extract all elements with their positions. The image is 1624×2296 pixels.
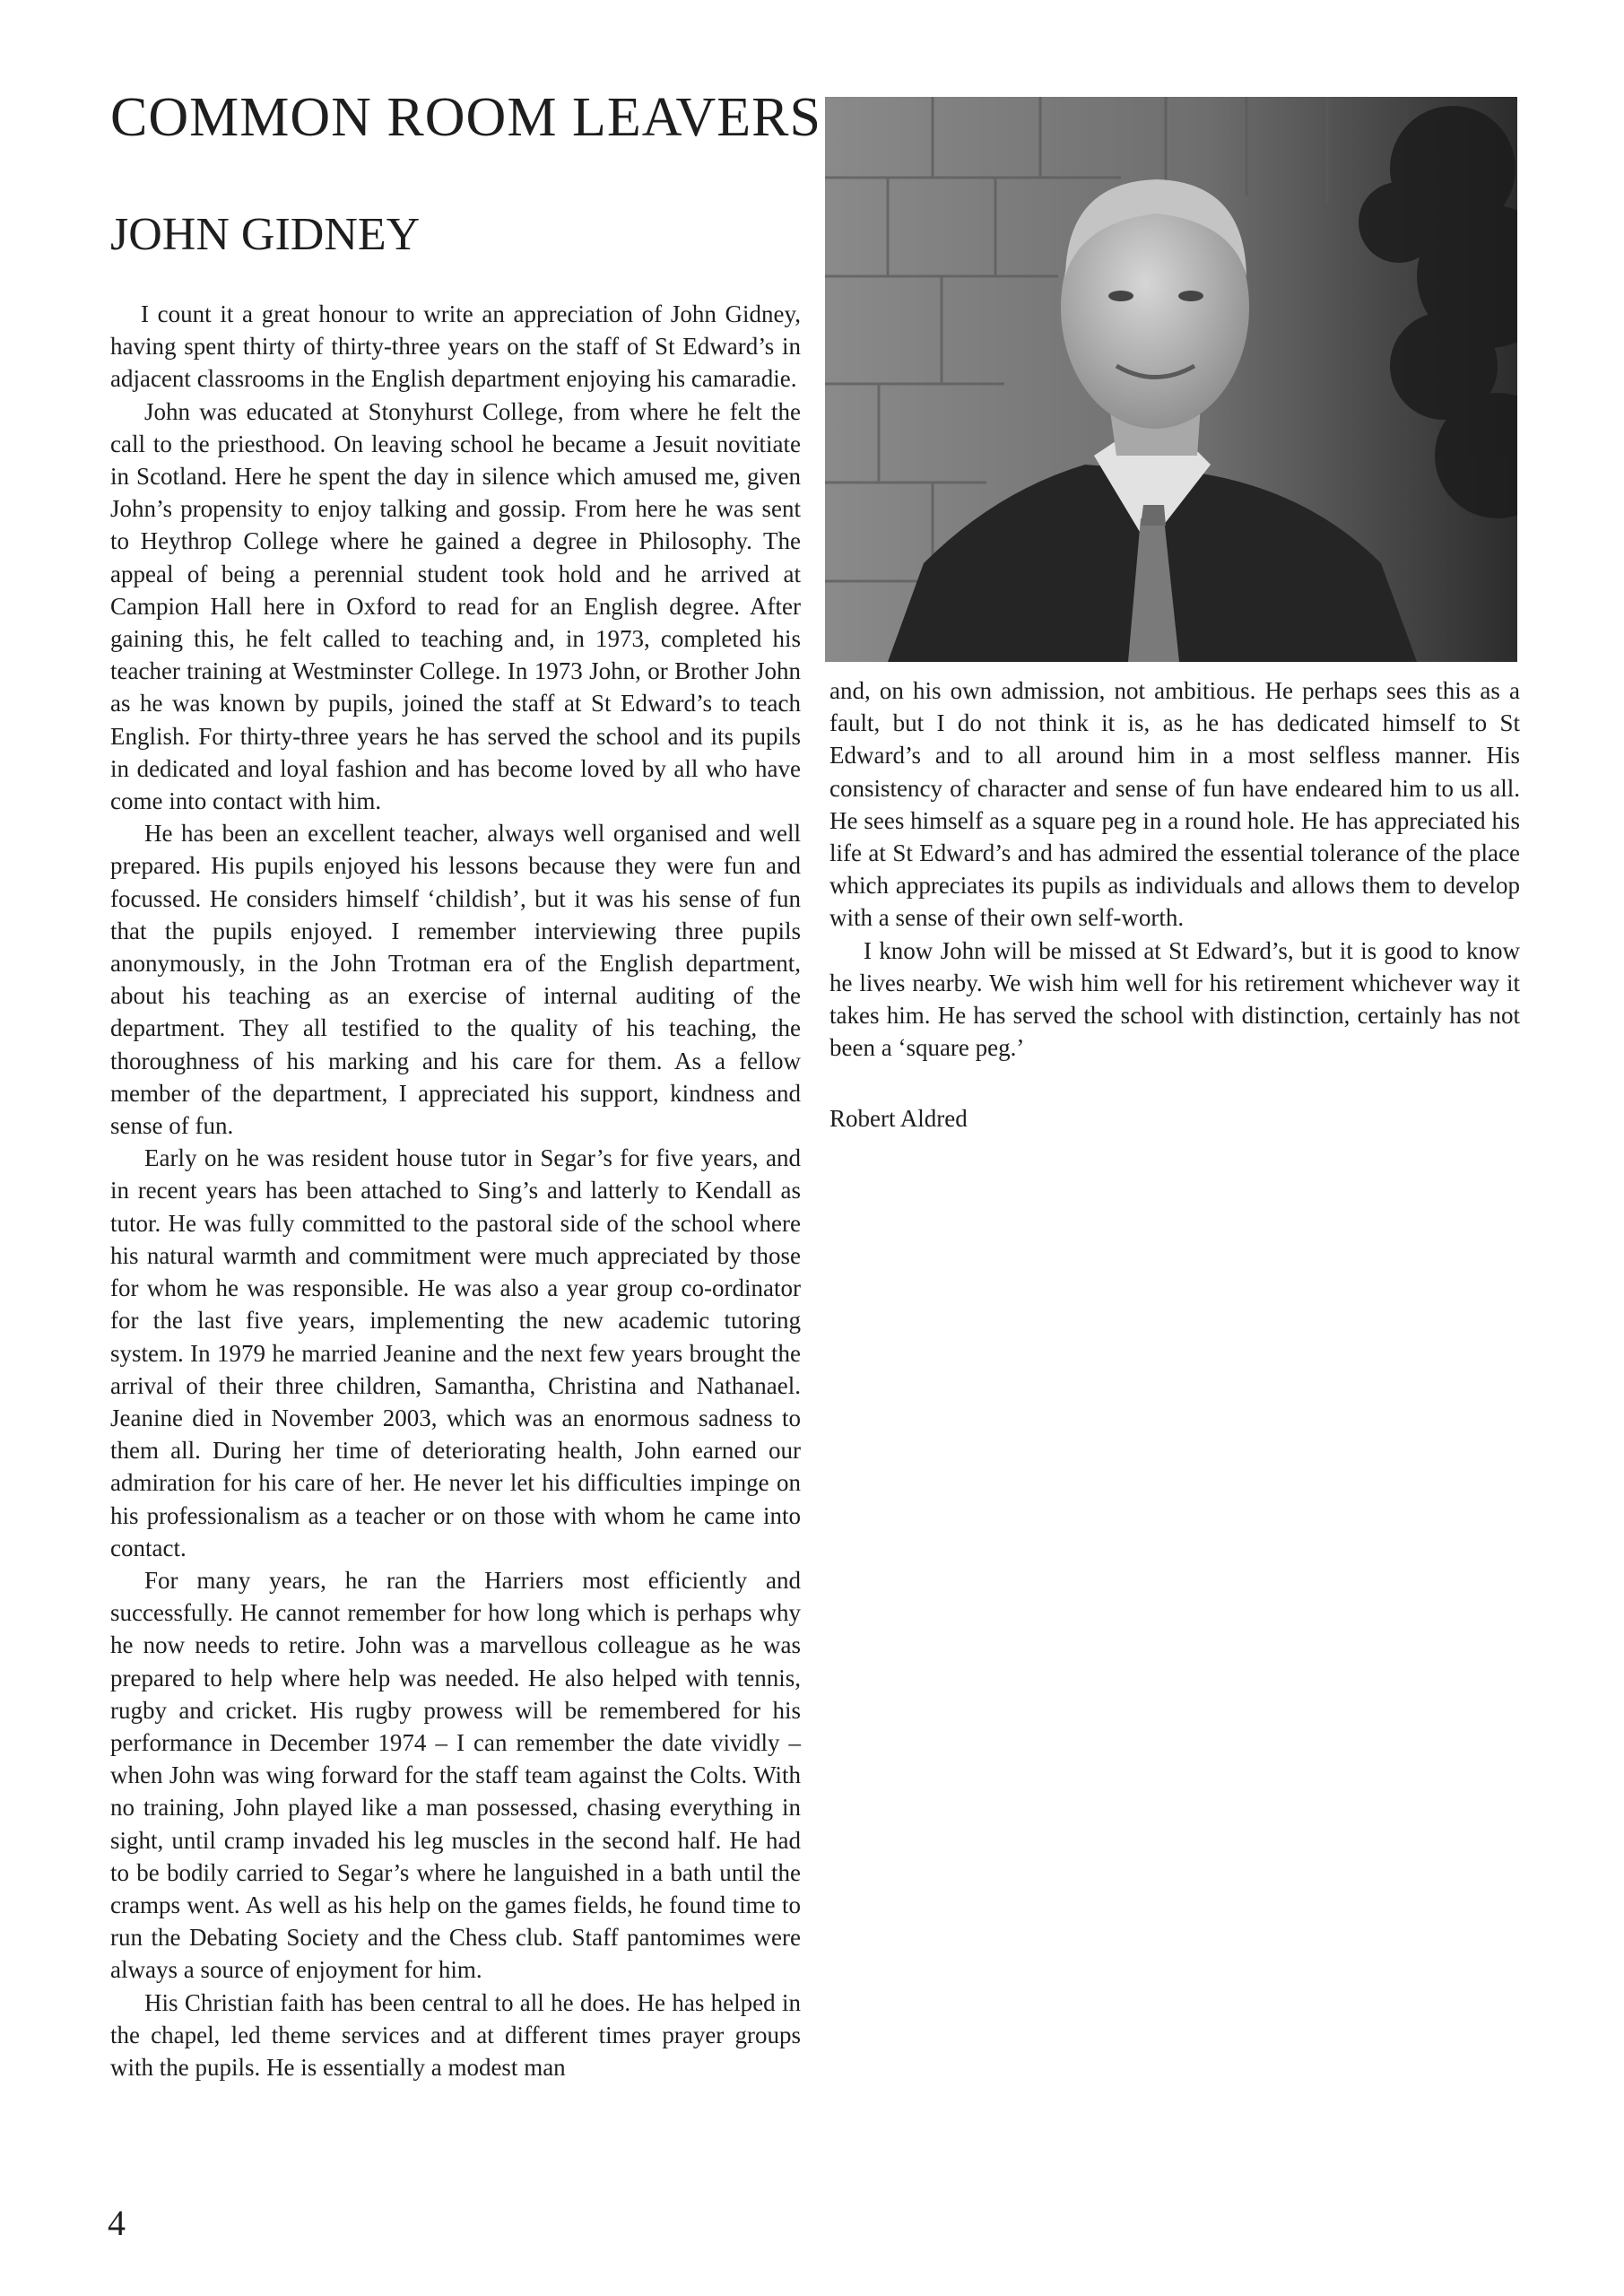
- paragraph: His Christian faith has been central to all he does. He has helped in the chapel, led theme services and at different times prayer groups with the pupils. He is essentially a modest man: [110, 1988, 801, 2081]
- paragraph: I know John will be missed at St Edward’s, but it is good to know he lives nearby. We wish him well for his retirement whichever way it takes him. He has served the school with distinction, certainly has not been a ‘square peg.’: [829, 936, 1520, 1062]
- paragraph: and, on his own admission, not ambitious. He perhaps sees this as a fault, but I do not think it is, as he has dedicated himself to St Edward’s and to all around him in a most selfless manner. His consistency of character and sense of fun have endeared him to us all. He sees himself as a square peg in a round hole. He has appreciated his life at St Edward’s and has admired the essential tolerance of the place which appreciates its pupils as individuals and allows them to develop with a sense of their own self-worth.: [829, 677, 1520, 932]
- article-title: JOHN GIDNEY: [110, 209, 421, 260]
- paragraph: For many years, he ran the Harriers most efficiently and successfully. He cannot remember for how long which is perhaps why he now needs to retire. John was a marvellous colleague as he was prepared to help where help was needed. He also helped with tennis, rugby and cricket. His rugby prowess will be remembered for his performance in December 1974 – I can remember the date vividly – when John was wing forward for the staff team against the Colts. With no training, John played like a man possessed, chasing everything in sight, until cramp invaded his leg muscles in the second half. He had to be bodily carried to Segar’s where he languished in a bath until the cramps went. As well as his help on the games fields, he found time to run the Debating Society and the Chess club. Staff pantomimes were always a source of enjoyment for him.: [110, 1566, 801, 1984]
- section-title: COMMON ROOM LEAVERS: [110, 87, 821, 148]
- paragraph: Early on he was resident house tutor in Segar’s for five years, and in recent years has been attached to Sing’s and latterly to Kendall as tutor. He was fully committed to the pastoral side of the school where his natural warmth and commitment were much appreciated by those for whom he was responsible. He was also a year group co-ordinator for the last five years, implementing the new academic tutoring system. In 1979 he married Jeanine and the next few years brought the arrival of their three children, Samantha, Christina and Nathanael. Jeanine died in November 2003, which was an enormous sadness to them all. During her time of deteriorating health, John earned our admiration for his care of her. He never let his difficulties impinge on his professionalism as a teacher or on those with whom he came into contact.: [110, 1144, 801, 1561]
- portrait-photo: [825, 97, 1517, 662]
- article-column-right: [829, 674, 1520, 1064]
- paragraph: He has been an excellent teacher, always well organised and well prepared. His pupils enjoyed his lessons because they were fun and focussed. He considers himself ‘childish’, but it was his sense of fun that the pupils enjoyed. I remember interviewing three pupils anonymously, in the John Trotman era of the English department, about his teaching as an exercise of internal auditing of the department. They all testified to the quality of his teaching, the thoroughness of his marking and his care for them. As a fellow member of the department, I appreciated his support, kindness and sense of fun.: [110, 820, 801, 1140]
- article-column-left: [110, 298, 801, 2083]
- paragraph: John was educated at Stonyhurst College, from where he felt the call to the priesthood. On leaving school he became a Jesuit novitiate in Scotland. Here he spent the day in silence which amused me, given John’s propensity to enjoy talking and gossip. From here he was sent to Heythrop College where he gained a degree in Philosophy. The appeal of being a perennial student took hold and he arrived at Campion Hall here in Oxford to read for an English degree. After gaining this, he felt called to teaching and, in 1973, completed his teacher training at Westminster College. In 1973 John, or Brother John as he was known by pupils, joined the staff at St Edward’s to teach English. For thirty-three years he has served the school and its pupils in dedicated and loyal fashion and has become loved by all who have come into contact with him.: [110, 397, 801, 815]
- paragraph: I count it a great honour to write an appreciation of John Gidney, having spent thirty of thirty-three years on the staff of St Edward’s in adjacent classrooms in the English department enjoying his camaradie.: [110, 300, 801, 393]
- author-signature: Robert Aldred: [829, 1105, 968, 1132]
- page-number: 4: [108, 2203, 126, 2243]
